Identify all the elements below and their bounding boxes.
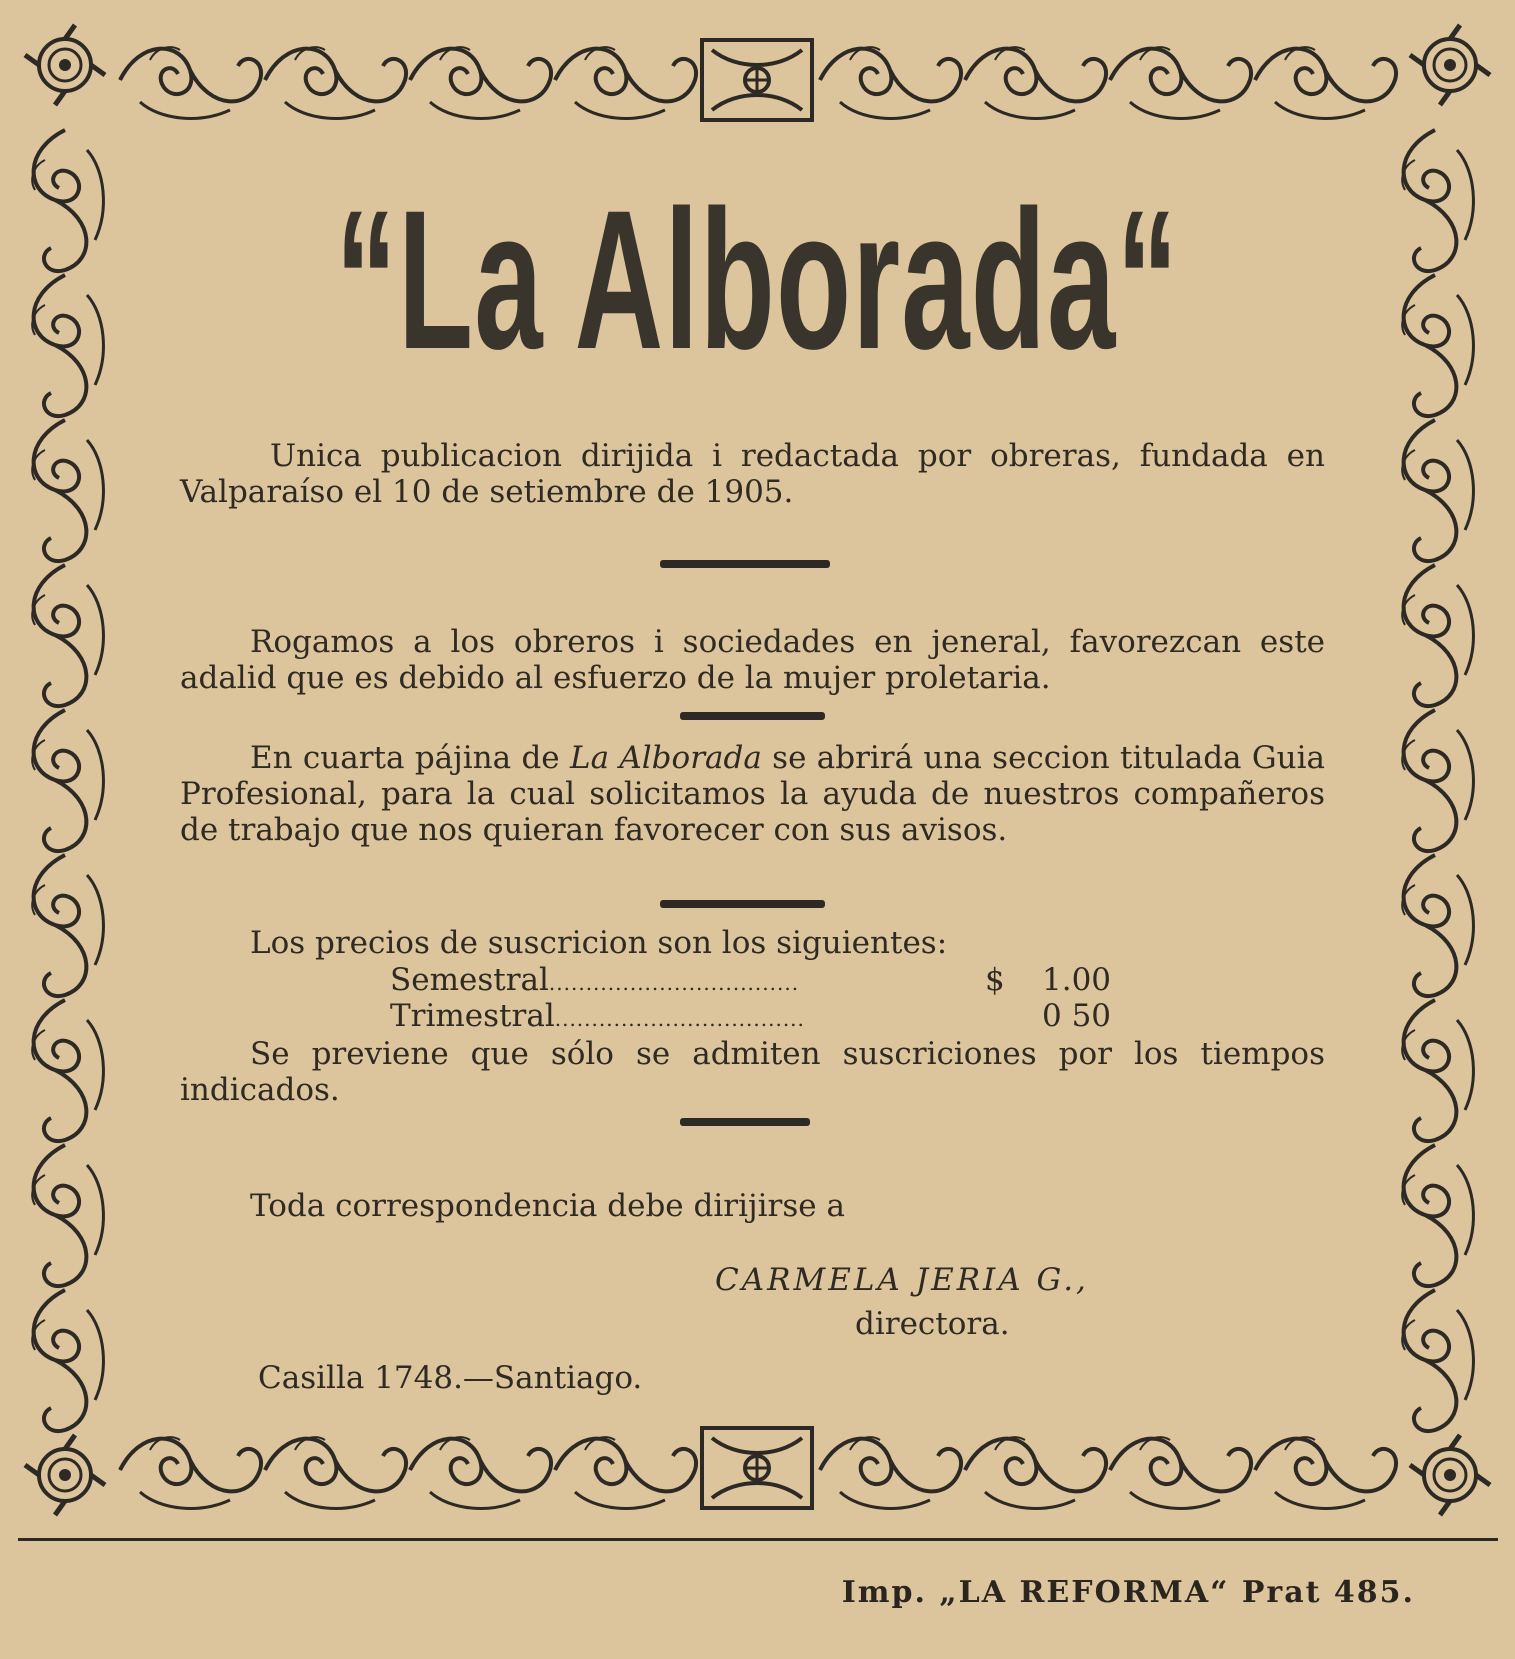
correspondence-text: Toda correspondencia debe dirijirse a: [250, 1188, 845, 1224]
divider-3: [660, 900, 825, 908]
printer-imprint: Imp. „LA REFORMA“ Prat 485.: [841, 1575, 1415, 1610]
intro-paragraph: Unica publicacion dirijida i redactada por obreras, fundada en Valparaíso el 10 de setiembre de 1905.: [180, 438, 1325, 510]
prices-heading: Los precios de suscricion son los siguientes:: [250, 925, 948, 961]
price-amount: 1.00: [1042, 962, 1112, 998]
guide-paragraph: [180, 740, 1325, 848]
guide-before: En cuarta pájina de: [250, 740, 570, 776]
postal-address: Casilla 1748.—Santiago.: [258, 1360, 643, 1396]
price-dots: ..................................: [548, 971, 800, 995]
divider-2: [680, 712, 825, 720]
price-dots: ..................................: [554, 1007, 805, 1031]
divider-1: [660, 560, 830, 568]
divider-4: [680, 1118, 810, 1126]
price-label: Trimestral: [390, 998, 555, 1034]
bottom-rule: [18, 1538, 1498, 1541]
price-amount: 0 50: [1042, 998, 1112, 1034]
prices-note: Se previene que sólo se admiten suscriciones por los tiempos indicados.: [180, 1036, 1325, 1108]
guide-after: se abrirá una seccion titulada Guia Profesional, para la cual solicitamos la ayuda de nuestros compañeros de trabajo que nos quieran favorecer con sus avisos.: [180, 740, 1325, 848]
appeal-paragraph: Rogamos a los obreros i sociedades en jeneral, favorezcan este adalid que es debido al esfuerzo de la mujer proletaria.: [180, 624, 1325, 696]
page-title: “La Alborada“: [335, 169, 1180, 390]
price-label: Semestral: [390, 962, 549, 998]
paper-name: La Alborada: [569, 740, 762, 776]
director-role: directora.: [855, 1306, 1010, 1342]
price-row: [390, 998, 1110, 1037]
director-name: CARMELA JERIA G.,: [715, 1262, 1089, 1298]
price-currency: $: [985, 962, 1005, 998]
